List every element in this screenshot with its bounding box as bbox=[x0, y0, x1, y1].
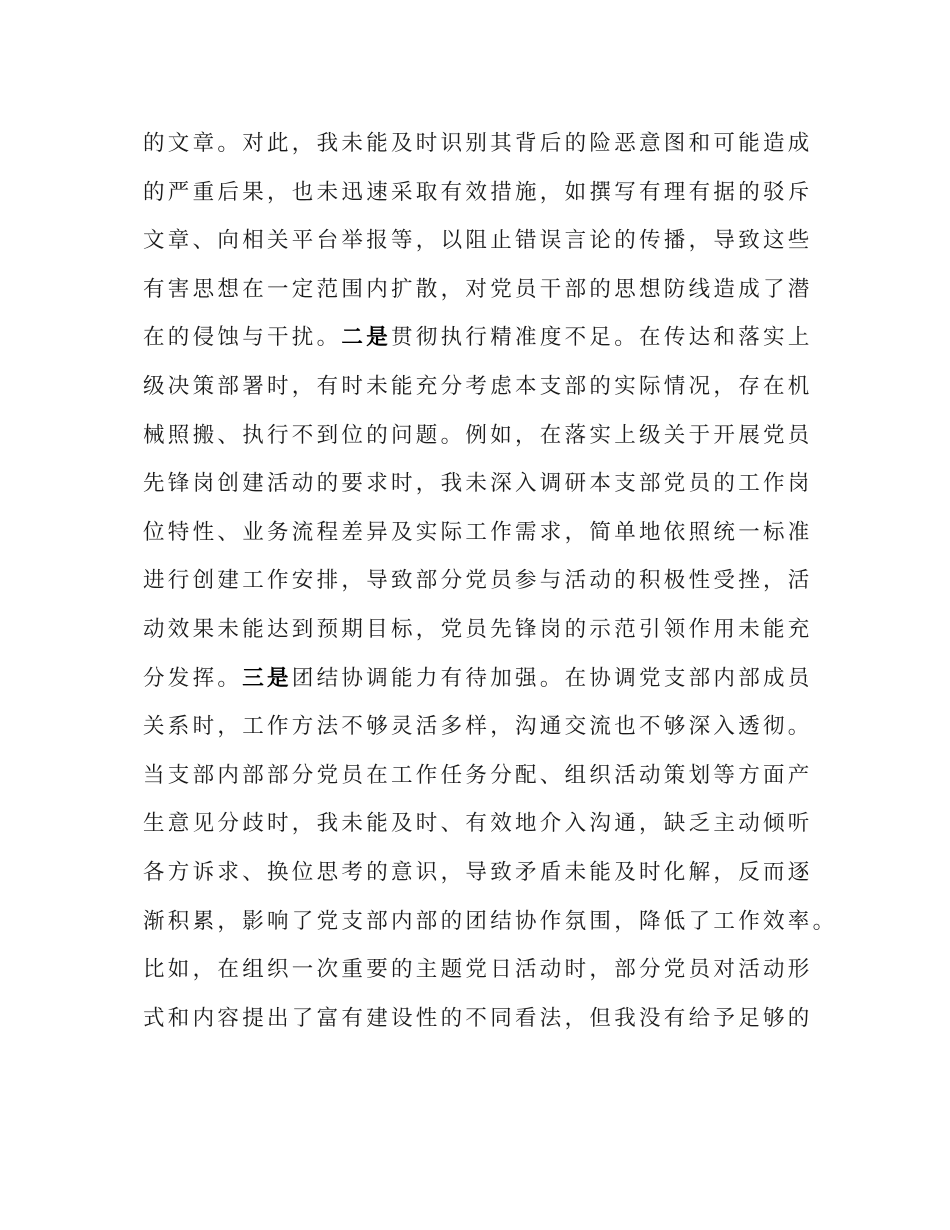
text-line: 渐积累，影响了党支部内部的团结协作氛围，降低了工作效率。 bbox=[143, 908, 838, 934]
point-marker-third: 三是 bbox=[242, 665, 292, 691]
text-line: 的严重后果，也未迅速采取有效措施，如撰写有理有据的驳斥 bbox=[143, 179, 813, 205]
text-line: 在的侵蚀与干扰。二是贯彻执行精准度不足。在传达和落实上 bbox=[143, 325, 813, 351]
text-line: 各方诉求、换位思考的意识，导致矛盾未能及时化解，反而逐 bbox=[143, 859, 813, 885]
text-line: 文章、向相关平台举报等，以阻止错误言论的传播，导致这些 bbox=[143, 228, 813, 254]
text-line: 有害思想在一定范围内扩散，对党员干部的思想防线造成了潜 bbox=[143, 276, 813, 302]
text-line: 生意见分歧时，我未能及时、有效地介入沟通，缺乏主动倾听 bbox=[143, 811, 813, 837]
text-line: 式和内容提出了富有建设性的不同看法，但我没有给予足够的 bbox=[143, 1005, 813, 1031]
text-line: 位特性、业务流程差异及实际工作需求，简单地依照统一标准 bbox=[143, 519, 813, 545]
text-line: 级决策部署时，有时未能充分考虑本支部的实际情况，存在机 bbox=[143, 373, 813, 399]
text-line: 当支部内部部分党员在工作任务分配、组织活动策划等方面产 bbox=[143, 762, 813, 788]
text-line: 动效果未能达到预期目标，党员先锋岗的示范引领作用未能充 bbox=[143, 616, 813, 642]
text-line: 先锋岗创建活动的要求时，我未深入调研本支部党员的工作岗 bbox=[143, 471, 813, 497]
text-line: 的文章。对此，我未能及时识别其背后的险恶意图和可能造成 bbox=[143, 131, 813, 156]
text-line: 进行创建工作安排，导致部分党员参与活动的积极性受挫，活 bbox=[143, 568, 813, 594]
point-marker-second: 二是 bbox=[341, 325, 392, 351]
body-text bbox=[143, 120, 843, 1043]
text-line: 比如，在组织一次重要的主题党日活动时，部分党员对活动形 bbox=[143, 957, 813, 983]
text-line: 分发挥。三是团结协调能力有待加强。在协调党支部内部成员 bbox=[143, 665, 813, 691]
text-line: 械照搬、执行不到位的问题。例如，在落实上级关于开展党员 bbox=[143, 422, 813, 448]
text-line: 关系时，工作方法不够灵活多样，沟通交流也不够深入透彻。 bbox=[143, 714, 813, 740]
